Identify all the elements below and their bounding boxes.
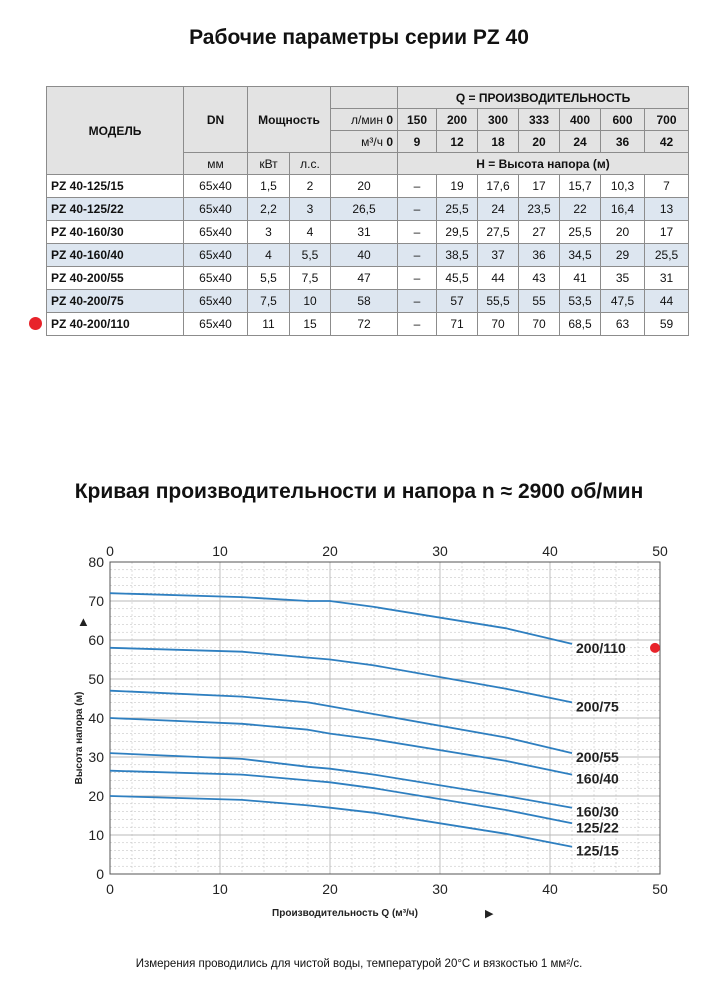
- head-cell: 59: [645, 313, 689, 336]
- performance-table: [46, 86, 689, 336]
- head-cell: 25,5: [560, 221, 601, 244]
- model-cell: PZ 40-160/40: [47, 244, 184, 267]
- model-cell: PZ 40-200/75: [47, 290, 184, 313]
- head-cell: 23,5: [519, 198, 560, 221]
- head-cell: 22: [560, 198, 601, 221]
- head-cell: 55: [519, 290, 560, 313]
- y-tick-label: 20: [88, 788, 104, 804]
- series-label: 160/30: [576, 803, 619, 820]
- dn-cell: 65x40: [184, 313, 248, 336]
- head-cell: 20: [331, 175, 398, 198]
- head-cell: 17,6: [478, 175, 519, 198]
- model-cell: PZ 40-160/30: [47, 221, 184, 244]
- x-tick-label: 20: [322, 881, 338, 897]
- head-cell: 44: [645, 290, 689, 313]
- x-tick-label: 50: [652, 881, 668, 897]
- table-row: [47, 198, 689, 221]
- head-cell: 26,5: [331, 198, 398, 221]
- flow-m3h-cell: [331, 131, 398, 153]
- series-label: 200/75: [576, 698, 619, 715]
- head-cell: 31: [331, 221, 398, 244]
- y-tick-label: 50: [88, 671, 104, 687]
- q-lmin-0: 0: [386, 112, 393, 127]
- x-top-tick-label: 0: [106, 543, 114, 559]
- table-row: [47, 175, 689, 198]
- head-cell: 71: [437, 313, 478, 336]
- dn-header: DN: [184, 87, 248, 153]
- head-cell: 55,5: [478, 290, 519, 313]
- head-cell: 17: [519, 175, 560, 198]
- power-header: Мощность: [248, 87, 331, 153]
- head-cell: 70: [519, 313, 560, 336]
- series-label: 125/22: [576, 819, 619, 836]
- x-top-tick-label: 50: [652, 543, 668, 559]
- head-cell: 27: [519, 221, 560, 244]
- table-row: [47, 313, 689, 336]
- head-cell: 20: [601, 221, 645, 244]
- q-lmin-value: 700: [645, 109, 689, 131]
- head-cell: 47,5: [601, 290, 645, 313]
- dn-cell: 65x40: [184, 175, 248, 198]
- kw-cell: 1,5: [248, 175, 290, 198]
- head-cell: 29,5: [437, 221, 478, 244]
- x-top-tick-label: 30: [432, 543, 448, 559]
- head-cell: 31: [645, 267, 689, 290]
- y-axis-label: Высота напора (м): [74, 691, 85, 785]
- head-cell: –: [398, 313, 437, 336]
- head-cell: 34,5: [560, 244, 601, 267]
- head-cell: 25,5: [437, 198, 478, 221]
- footnote: Измерения проводились для чистой воды, температурой 20°С и вязкостью 1 мм²/с.: [135, 958, 583, 970]
- head-cell: –: [398, 221, 437, 244]
- kw-cell: 11: [248, 313, 290, 336]
- dn-cell: 65x40: [184, 290, 248, 313]
- q-m3h-value: 18: [478, 131, 519, 153]
- q-header: Q = ПРОИЗВОДИТЕЛЬНОСТЬ: [398, 87, 689, 109]
- x-top-tick-label: 10: [212, 543, 228, 559]
- head-cell: 25,5: [645, 244, 689, 267]
- q-m3h-value: 20: [519, 131, 560, 153]
- kw-cell: 2,2: [248, 198, 290, 221]
- head-cell: 53,5: [560, 290, 601, 313]
- dn-cell: 65x40: [184, 198, 248, 221]
- q-lmin-value: 400: [560, 109, 601, 131]
- head-cell: 57: [437, 290, 478, 313]
- dn-cell: 65x40: [184, 221, 248, 244]
- head-cell: 27,5: [478, 221, 519, 244]
- x-tick-label: 30: [432, 881, 448, 897]
- highlight-bullet-chart: [650, 643, 660, 653]
- head-cell: 16,4: [601, 198, 645, 221]
- y-tick-label: 60: [88, 632, 104, 648]
- spacer: [331, 153, 398, 175]
- y-axis-arrow-icon: ▶: [78, 618, 89, 626]
- dn-cell: 65x40: [184, 244, 248, 267]
- hp-cell: 5,5: [290, 244, 331, 267]
- kw-cell: 5,5: [248, 267, 290, 290]
- series-label: 160/40: [576, 770, 619, 787]
- highlight-bullet-table: [29, 317, 42, 330]
- q-lmin-value: 333: [519, 109, 560, 131]
- y-tick-label: 0: [96, 866, 104, 882]
- y-tick-label: 10: [88, 827, 104, 843]
- power-hp-unit: л.с.: [290, 153, 331, 175]
- head-cell: 37: [478, 244, 519, 267]
- kw-cell: 3: [248, 221, 290, 244]
- x-axis-arrow-icon: ▶: [485, 907, 494, 920]
- kw-cell: 4: [248, 244, 290, 267]
- head-cell: 41: [560, 267, 601, 290]
- head-cell: 38,5: [437, 244, 478, 267]
- hp-cell: 4: [290, 221, 331, 244]
- head-cell: –: [398, 175, 437, 198]
- flow-header-blank: [331, 87, 398, 109]
- model-cell: PZ 40-200/110: [47, 313, 184, 336]
- q-m3h-value: 24: [560, 131, 601, 153]
- head-cell: –: [398, 198, 437, 221]
- head-cell: 10,3: [601, 175, 645, 198]
- performance-chart: [0, 530, 718, 930]
- x-tick-label: 10: [212, 881, 228, 897]
- model-cell: PZ 40-200/55: [47, 267, 184, 290]
- head-cell: 15,7: [560, 175, 601, 198]
- dn-cell: 65x40: [184, 267, 248, 290]
- h-header: H = Высота напора (м): [398, 153, 689, 175]
- power-kw-unit: кВт: [248, 153, 290, 175]
- x-tick-label: 0: [106, 881, 114, 897]
- head-cell: 7: [645, 175, 689, 198]
- q-m3h-value: 12: [437, 131, 478, 153]
- model-cell: PZ 40-125/22: [47, 198, 184, 221]
- head-cell: 58: [331, 290, 398, 313]
- hp-cell: 10: [290, 290, 331, 313]
- head-cell: –: [398, 267, 437, 290]
- hp-cell: 3: [290, 198, 331, 221]
- flow-lmin-label: л/мин: [351, 112, 383, 127]
- q-lmin-value: 600: [601, 109, 645, 131]
- table-title: Рабочие параметры серии PZ 40: [189, 26, 529, 49]
- q-m3h-value: 9: [398, 131, 437, 153]
- head-cell: 63: [601, 313, 645, 336]
- head-cell: 45,5: [437, 267, 478, 290]
- series-label: 200/55: [576, 749, 619, 766]
- q-lmin-value: 200: [437, 109, 478, 131]
- head-cell: 24: [478, 198, 519, 221]
- chart-title: Кривая производительности и напора n ≈ 2900 об/мин: [74, 480, 644, 503]
- head-cell: 44: [478, 267, 519, 290]
- hp-cell: 15: [290, 313, 331, 336]
- y-tick-label: 70: [88, 593, 104, 609]
- table-row: [47, 267, 689, 290]
- hp-cell: 2: [290, 175, 331, 198]
- x-top-tick-label: 20: [322, 543, 338, 559]
- model-cell: PZ 40-125/15: [47, 175, 184, 198]
- flow-m3h-label: м³/ч: [361, 134, 383, 149]
- head-cell: 35: [601, 267, 645, 290]
- series-label: 200/110: [576, 639, 626, 656]
- y-tick-label: 40: [88, 710, 104, 726]
- series-line-125-22: [110, 771, 572, 824]
- y-tick-label: 80: [88, 554, 104, 570]
- x-axis-label: Производительность Q (м³/ч): [272, 908, 418, 919]
- head-cell: 68,5: [560, 313, 601, 336]
- head-cell: 19: [437, 175, 478, 198]
- series-label: 125/15: [576, 842, 619, 859]
- q-m3h-value: 42: [645, 131, 689, 153]
- x-tick-label: 40: [542, 881, 558, 897]
- head-cell: 47: [331, 267, 398, 290]
- head-cell: –: [398, 290, 437, 313]
- hp-cell: 7,5: [290, 267, 331, 290]
- y-tick-label: 30: [88, 749, 104, 765]
- series-line-160-40: [110, 718, 572, 775]
- model-header: МОДЕЛЬ: [47, 87, 184, 175]
- q-lmin-value: 150: [398, 109, 437, 131]
- head-cell: 17: [645, 221, 689, 244]
- head-cell: –: [398, 244, 437, 267]
- table-row: [47, 244, 689, 267]
- table-row: [47, 290, 689, 313]
- dn-unit: мм: [184, 153, 248, 175]
- head-cell: 72: [331, 313, 398, 336]
- q-lmin-value: 300: [478, 109, 519, 131]
- head-cell: 29: [601, 244, 645, 267]
- head-cell: 13: [645, 198, 689, 221]
- head-cell: 70: [478, 313, 519, 336]
- table-row: [47, 221, 689, 244]
- kw-cell: 7,5: [248, 290, 290, 313]
- head-cell: 40: [331, 244, 398, 267]
- x-top-tick-label: 40: [542, 543, 558, 559]
- q-m3h-0: 0: [382, 134, 393, 149]
- head-cell: 43: [519, 267, 560, 290]
- head-cell: 36: [519, 244, 560, 267]
- q-m3h-value: 36: [601, 131, 645, 153]
